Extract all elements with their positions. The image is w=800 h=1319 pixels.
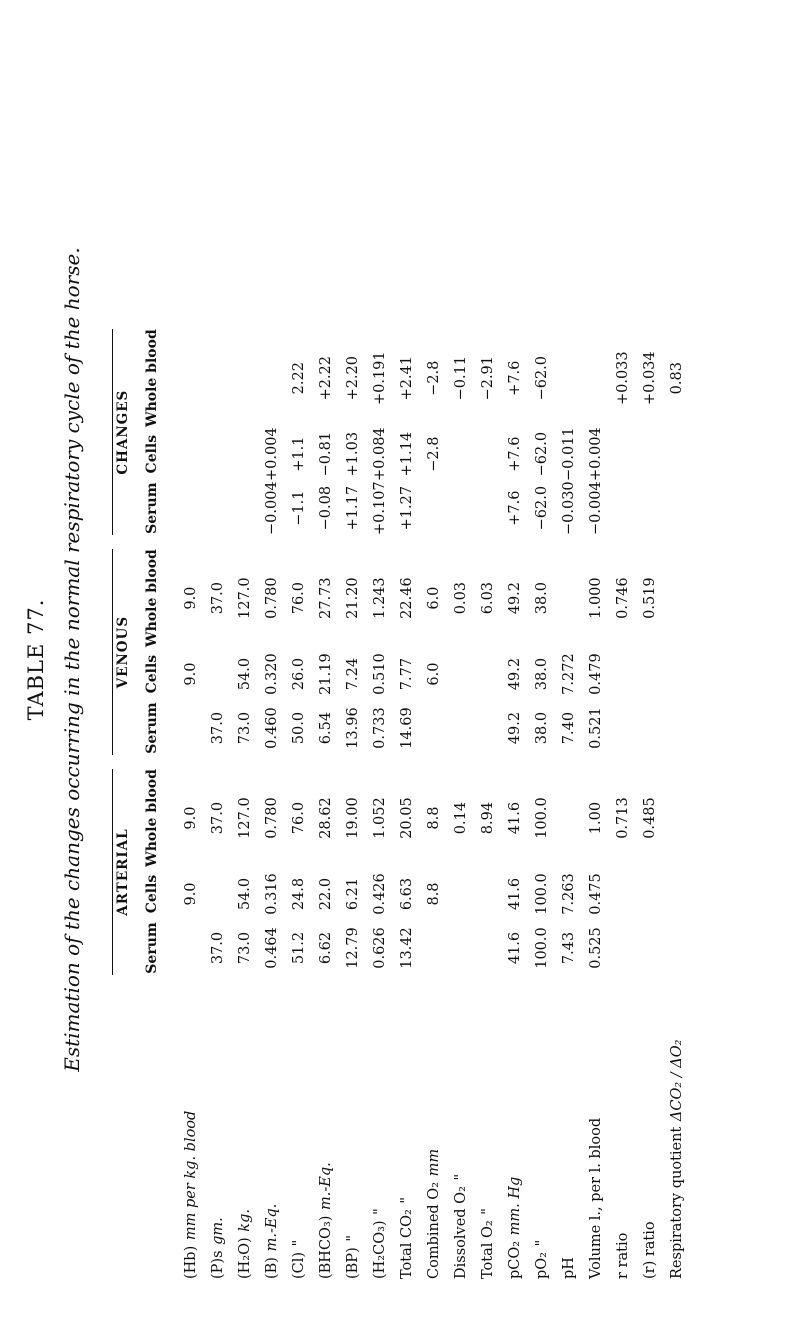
cell-value: −2.8 (426, 436, 442, 472)
data-table (112, 329, 691, 1279)
cell-value (475, 867, 502, 921)
cell-value (448, 427, 475, 481)
cell-value: +0.084 (372, 427, 388, 481)
cell-value (637, 867, 664, 921)
row-label (583, 975, 610, 1279)
cell-value: 22.0 (318, 877, 334, 911)
cell-value: 28.62 (318, 797, 334, 839)
cell-value: −0.11 (453, 355, 469, 401)
cell-value: 6.63 (399, 877, 415, 911)
row-unit: " (372, 1208, 388, 1215)
cell-value: 73.0 (237, 711, 253, 745)
cell-value (448, 921, 475, 975)
row-label-text: (Hb) (183, 1245, 199, 1279)
cell-value: +7.6 (507, 490, 523, 526)
row-unit: gm. (210, 1217, 226, 1245)
table-title: TABLE 77. (24, 598, 48, 721)
col-header: Serum (144, 702, 160, 754)
cell-value (448, 481, 475, 535)
cell-value: 9.0 (183, 586, 199, 610)
cell-value: −62.0 (534, 431, 550, 477)
table-row (259, 329, 286, 1279)
cell-value: 0.320 (264, 653, 280, 695)
cell-value (178, 329, 205, 427)
cell-value (205, 867, 232, 921)
row-label (637, 975, 664, 1279)
cell-value: 0.521 (588, 707, 604, 749)
table-row (232, 329, 259, 1279)
table-row (313, 329, 340, 1279)
cell-value (205, 329, 232, 427)
col-header: Cells (144, 874, 160, 914)
cell-value: 41.6 (507, 801, 523, 835)
table-row (394, 329, 421, 1279)
group-changes: CHANGES (113, 329, 133, 535)
cell-value (664, 701, 691, 755)
cell-value: −62.0 (534, 355, 550, 401)
cell-value: 6.21 (345, 877, 361, 911)
row-label-text: (r) ratio (642, 1221, 658, 1279)
cell-value (421, 921, 448, 975)
row-label (421, 975, 448, 1279)
row-unit: kg. (237, 1209, 253, 1232)
cell-value: 7.263 (561, 873, 577, 915)
cell-value: 24.8 (291, 877, 307, 911)
cell-value: 13.42 (399, 927, 415, 969)
row-label (205, 975, 232, 1279)
cell-value: +1.17 (345, 485, 361, 531)
table-row (178, 329, 205, 1279)
cell-value (475, 701, 502, 755)
cell-value (475, 921, 502, 975)
cell-value (475, 427, 502, 481)
table-row (286, 329, 313, 1279)
table-row (637, 329, 664, 1279)
cell-value: 76.0 (291, 801, 307, 835)
cell-value: −0.030 (561, 481, 577, 535)
cell-value (475, 481, 502, 535)
row-label-text: (H₂CO₃) (372, 1220, 388, 1279)
cell-value (664, 921, 691, 975)
cell-value: 0.460 (264, 707, 280, 749)
cell-value: 50.0 (291, 711, 307, 745)
cell-value: −2.8 (426, 360, 442, 396)
table-body (178, 329, 691, 1279)
col-header: Whole blood (144, 769, 160, 867)
row-label (448, 975, 475, 1279)
cell-value: 41.6 (507, 931, 523, 965)
table-row (556, 329, 583, 1279)
cell-value: +2.22 (318, 355, 334, 401)
cell-value: 7.43 (561, 931, 577, 965)
cell-value: 0.733 (372, 707, 388, 749)
cell-value: 100.0 (534, 797, 550, 839)
row-label (556, 975, 583, 1279)
row-unit: " (399, 1196, 415, 1204)
table-row (205, 329, 232, 1279)
cell-value: 14.69 (399, 707, 415, 749)
cell-value (421, 701, 448, 755)
cell-value: 7.77 (399, 657, 415, 691)
cell-value: −0.004 (264, 481, 280, 535)
table-row (583, 329, 610, 1279)
cell-value (610, 481, 637, 535)
cell-value: 51.2 (291, 931, 307, 965)
cell-value: 0.03 (453, 581, 469, 615)
cell-value: 0.485 (642, 797, 658, 839)
row-label (340, 975, 367, 1279)
row-label (502, 975, 529, 1279)
cell-value: 9.0 (183, 882, 199, 906)
cell-value: 1.000 (588, 577, 604, 619)
row-unit: m.-Eq. (318, 1162, 334, 1210)
cell-value (232, 427, 259, 481)
cell-value: 1.00 (588, 801, 604, 835)
table-row (421, 329, 448, 1279)
cell-value: 54.0 (237, 657, 253, 691)
cell-value (637, 701, 664, 755)
table-row (475, 329, 502, 1279)
col-header: Cells (144, 654, 160, 694)
cell-value: +0.004 (588, 427, 604, 481)
row-label (610, 975, 637, 1279)
cell-value: 6.62 (318, 931, 334, 965)
row-label-text: Combined O₂ (426, 1181, 442, 1279)
cell-value: +2.41 (399, 355, 415, 401)
cell-value (664, 549, 691, 647)
cell-value: 0.479 (588, 653, 604, 695)
cell-value: +2.20 (345, 355, 361, 401)
row-label (529, 975, 556, 1279)
column-header-row (132, 329, 178, 1279)
cell-value (664, 481, 691, 535)
cell-value: 76.0 (291, 581, 307, 615)
cell-value: 0.626 (372, 927, 388, 969)
cell-value (475, 647, 502, 701)
cell-value: 0.14 (453, 801, 469, 835)
cell-value: 49.2 (507, 581, 523, 615)
cell-value: +7.6 (507, 436, 523, 472)
cell-value: 54.0 (237, 877, 253, 911)
row-label (178, 975, 205, 1279)
row-label (286, 975, 313, 1279)
table-subtitle: Estimation of the changes occurring in the normal respiratory cycle of the horse. (60, 247, 84, 1072)
cell-value: 100.0 (534, 873, 550, 915)
cell-value (556, 329, 583, 427)
table-row (664, 329, 691, 1279)
cell-value (421, 481, 448, 535)
cell-value: 8.8 (426, 882, 442, 906)
cell-value (448, 867, 475, 921)
group-venous: VENOUS (113, 549, 133, 755)
cell-value: 0.780 (264, 797, 280, 839)
cell-value: +0.033 (615, 351, 631, 406)
cell-value: 9.0 (183, 806, 199, 830)
row-label-text: (BP) (345, 1247, 361, 1279)
cell-value (178, 427, 205, 481)
cell-value (610, 701, 637, 755)
row-label (232, 975, 259, 1279)
cell-value (205, 647, 232, 701)
row-label-text: Total CO₂ (399, 1209, 415, 1279)
row-unit: " (453, 1173, 469, 1181)
row-label-text: Total O₂ (480, 1220, 496, 1279)
cell-value (610, 867, 637, 921)
cell-value (610, 647, 637, 701)
cell-value (556, 769, 583, 867)
cell-value: 38.0 (534, 657, 550, 691)
cell-value: 127.0 (237, 797, 253, 839)
row-label (367, 975, 394, 1279)
row-unit: " (291, 1239, 307, 1247)
row-label-text: (BHCO₃) (318, 1215, 334, 1279)
cell-value (448, 701, 475, 755)
cell-value (205, 481, 232, 535)
cell-value (610, 921, 637, 975)
cell-value: 26.0 (291, 657, 307, 691)
cell-value: 1.243 (372, 577, 388, 619)
cell-value: 6.54 (318, 711, 334, 745)
row-label-text: (Cl) (291, 1251, 307, 1279)
table-row (367, 329, 394, 1279)
row-unit: mm (426, 1148, 442, 1177)
col-header: Whole blood (144, 329, 160, 428)
cell-value: 0.426 (372, 873, 388, 915)
cell-value: 7.24 (345, 657, 361, 691)
cell-value: 100.0 (534, 927, 550, 969)
row-label-text: (H₂O) (237, 1237, 253, 1279)
group-header-row (113, 329, 133, 1279)
cell-value: 9.0 (183, 662, 199, 686)
cell-value: 12.79 (345, 927, 361, 969)
cell-value: 0.475 (588, 873, 604, 915)
row-label-text: pH (561, 1257, 577, 1279)
cell-value: 37.0 (210, 581, 226, 615)
row-label (394, 975, 421, 1279)
cell-value: 0.525 (588, 927, 604, 969)
row-unit: " (534, 1239, 550, 1247)
cell-value: 20.05 (399, 797, 415, 839)
cell-value: 0.83 (669, 362, 685, 395)
cell-value: 8.8 (426, 806, 442, 830)
cell-value: 0.519 (642, 577, 658, 619)
row-label-text: Volume l., per l. blood (588, 1117, 604, 1279)
row-unit: " (345, 1234, 361, 1242)
cell-value (637, 921, 664, 975)
row-label-text: pCO₂ (507, 1240, 523, 1279)
cell-value: 49.2 (507, 657, 523, 691)
cell-value (178, 481, 205, 535)
cell-value: −2.91 (480, 355, 496, 401)
cell-value (259, 329, 286, 427)
row-unit: mm. Hg (507, 1176, 523, 1236)
cell-value: 1.052 (372, 797, 388, 839)
cell-value: 0.510 (372, 653, 388, 695)
cell-value: +0.191 (372, 351, 388, 406)
cell-value: +0.004 (264, 427, 280, 481)
cell-value (205, 427, 232, 481)
col-header: Serum (144, 922, 160, 974)
cell-value: +1.1 (291, 436, 307, 472)
cell-value: 37.0 (210, 801, 226, 835)
row-unit: m.-Eq. (264, 1203, 280, 1252)
cell-value: 41.6 (507, 877, 523, 911)
cell-value (637, 647, 664, 701)
cell-value: 8.94 (480, 801, 496, 835)
cell-value: 13.96 (345, 707, 361, 749)
cell-value: 37.0 (210, 931, 226, 965)
row-label-text: (P)s (210, 1250, 226, 1279)
cell-value: 0.780 (264, 577, 280, 619)
table-row (529, 329, 556, 1279)
cell-value: 0.464 (264, 927, 280, 969)
cell-value: 22.46 (399, 577, 415, 619)
row-unit: mm per kg. blood (183, 1110, 199, 1241)
cell-value (232, 329, 259, 427)
cell-value (556, 549, 583, 647)
cell-value: −0.81 (318, 431, 334, 477)
cell-value: 37.0 (210, 711, 226, 745)
cell-value (664, 769, 691, 867)
cell-value: 2.22 (291, 362, 307, 395)
cell-value: +1.27 (399, 485, 415, 531)
row-label-text: pO₂ (534, 1252, 550, 1279)
cell-value (664, 427, 691, 481)
cell-value: 0.316 (264, 873, 280, 915)
table-row (610, 329, 637, 1279)
cell-value (637, 427, 664, 481)
row-label-text: (B) (264, 1257, 280, 1279)
cell-value: −62.0 (534, 485, 550, 531)
row-label (259, 975, 286, 1279)
group-arterial: ARTERIAL (113, 769, 133, 975)
cell-value: 7.272 (561, 653, 577, 695)
table-row (502, 329, 529, 1279)
row-unit: " (480, 1208, 496, 1215)
cell-value (610, 427, 637, 481)
cell-value: 49.2 (507, 711, 523, 745)
table-row (448, 329, 475, 1279)
cell-value: 6.0 (426, 586, 442, 610)
cell-value: 73.0 (237, 931, 253, 965)
row-unit: ΔCO₂ / ΔO₂ (669, 1039, 685, 1122)
cell-value: −0.08 (318, 485, 334, 531)
row-label (664, 975, 691, 1279)
cell-value: +7.6 (507, 360, 523, 396)
col-header: Cells (144, 434, 160, 474)
cell-value (178, 921, 205, 975)
row-label (313, 975, 340, 1279)
row-label (475, 975, 502, 1279)
cell-value: 38.0 (534, 711, 550, 745)
cell-value: +1.03 (345, 431, 361, 477)
cell-value: 19.00 (345, 797, 361, 839)
cell-value (664, 867, 691, 921)
cell-value: 21.19 (318, 653, 334, 695)
cell-value (448, 647, 475, 701)
col-header: Serum (144, 482, 160, 534)
cell-value: 127.0 (237, 577, 253, 619)
cell-value: 7.40 (561, 711, 577, 745)
col-header: Whole blood (144, 549, 160, 648)
row-label-text: Dissolved O₂ (453, 1186, 469, 1279)
cell-value (583, 329, 610, 427)
cell-value (664, 647, 691, 701)
cell-value: 0.746 (615, 577, 631, 619)
cell-value: +0.107 (372, 481, 388, 535)
cell-value (637, 481, 664, 535)
cell-value: +0.034 (642, 351, 658, 406)
row-label-text: Respiratory quotient (669, 1126, 685, 1279)
table-row (340, 329, 367, 1279)
cell-value (232, 481, 259, 535)
cell-value: −1.1 (291, 490, 307, 526)
cell-value: −0.004 (588, 481, 604, 535)
cell-value: 27.73 (318, 577, 334, 619)
cell-value: +1.14 (399, 431, 415, 477)
cell-value: −0.011 (561, 427, 577, 481)
cell-value: 6.03 (480, 581, 496, 615)
cell-value: 21.20 (345, 577, 361, 619)
cell-value: 38.0 (534, 581, 550, 615)
cell-value: 0.713 (615, 797, 631, 839)
cell-value: 6.0 (426, 662, 442, 686)
row-label-text: r ratio (615, 1232, 631, 1279)
cell-value (178, 701, 205, 755)
